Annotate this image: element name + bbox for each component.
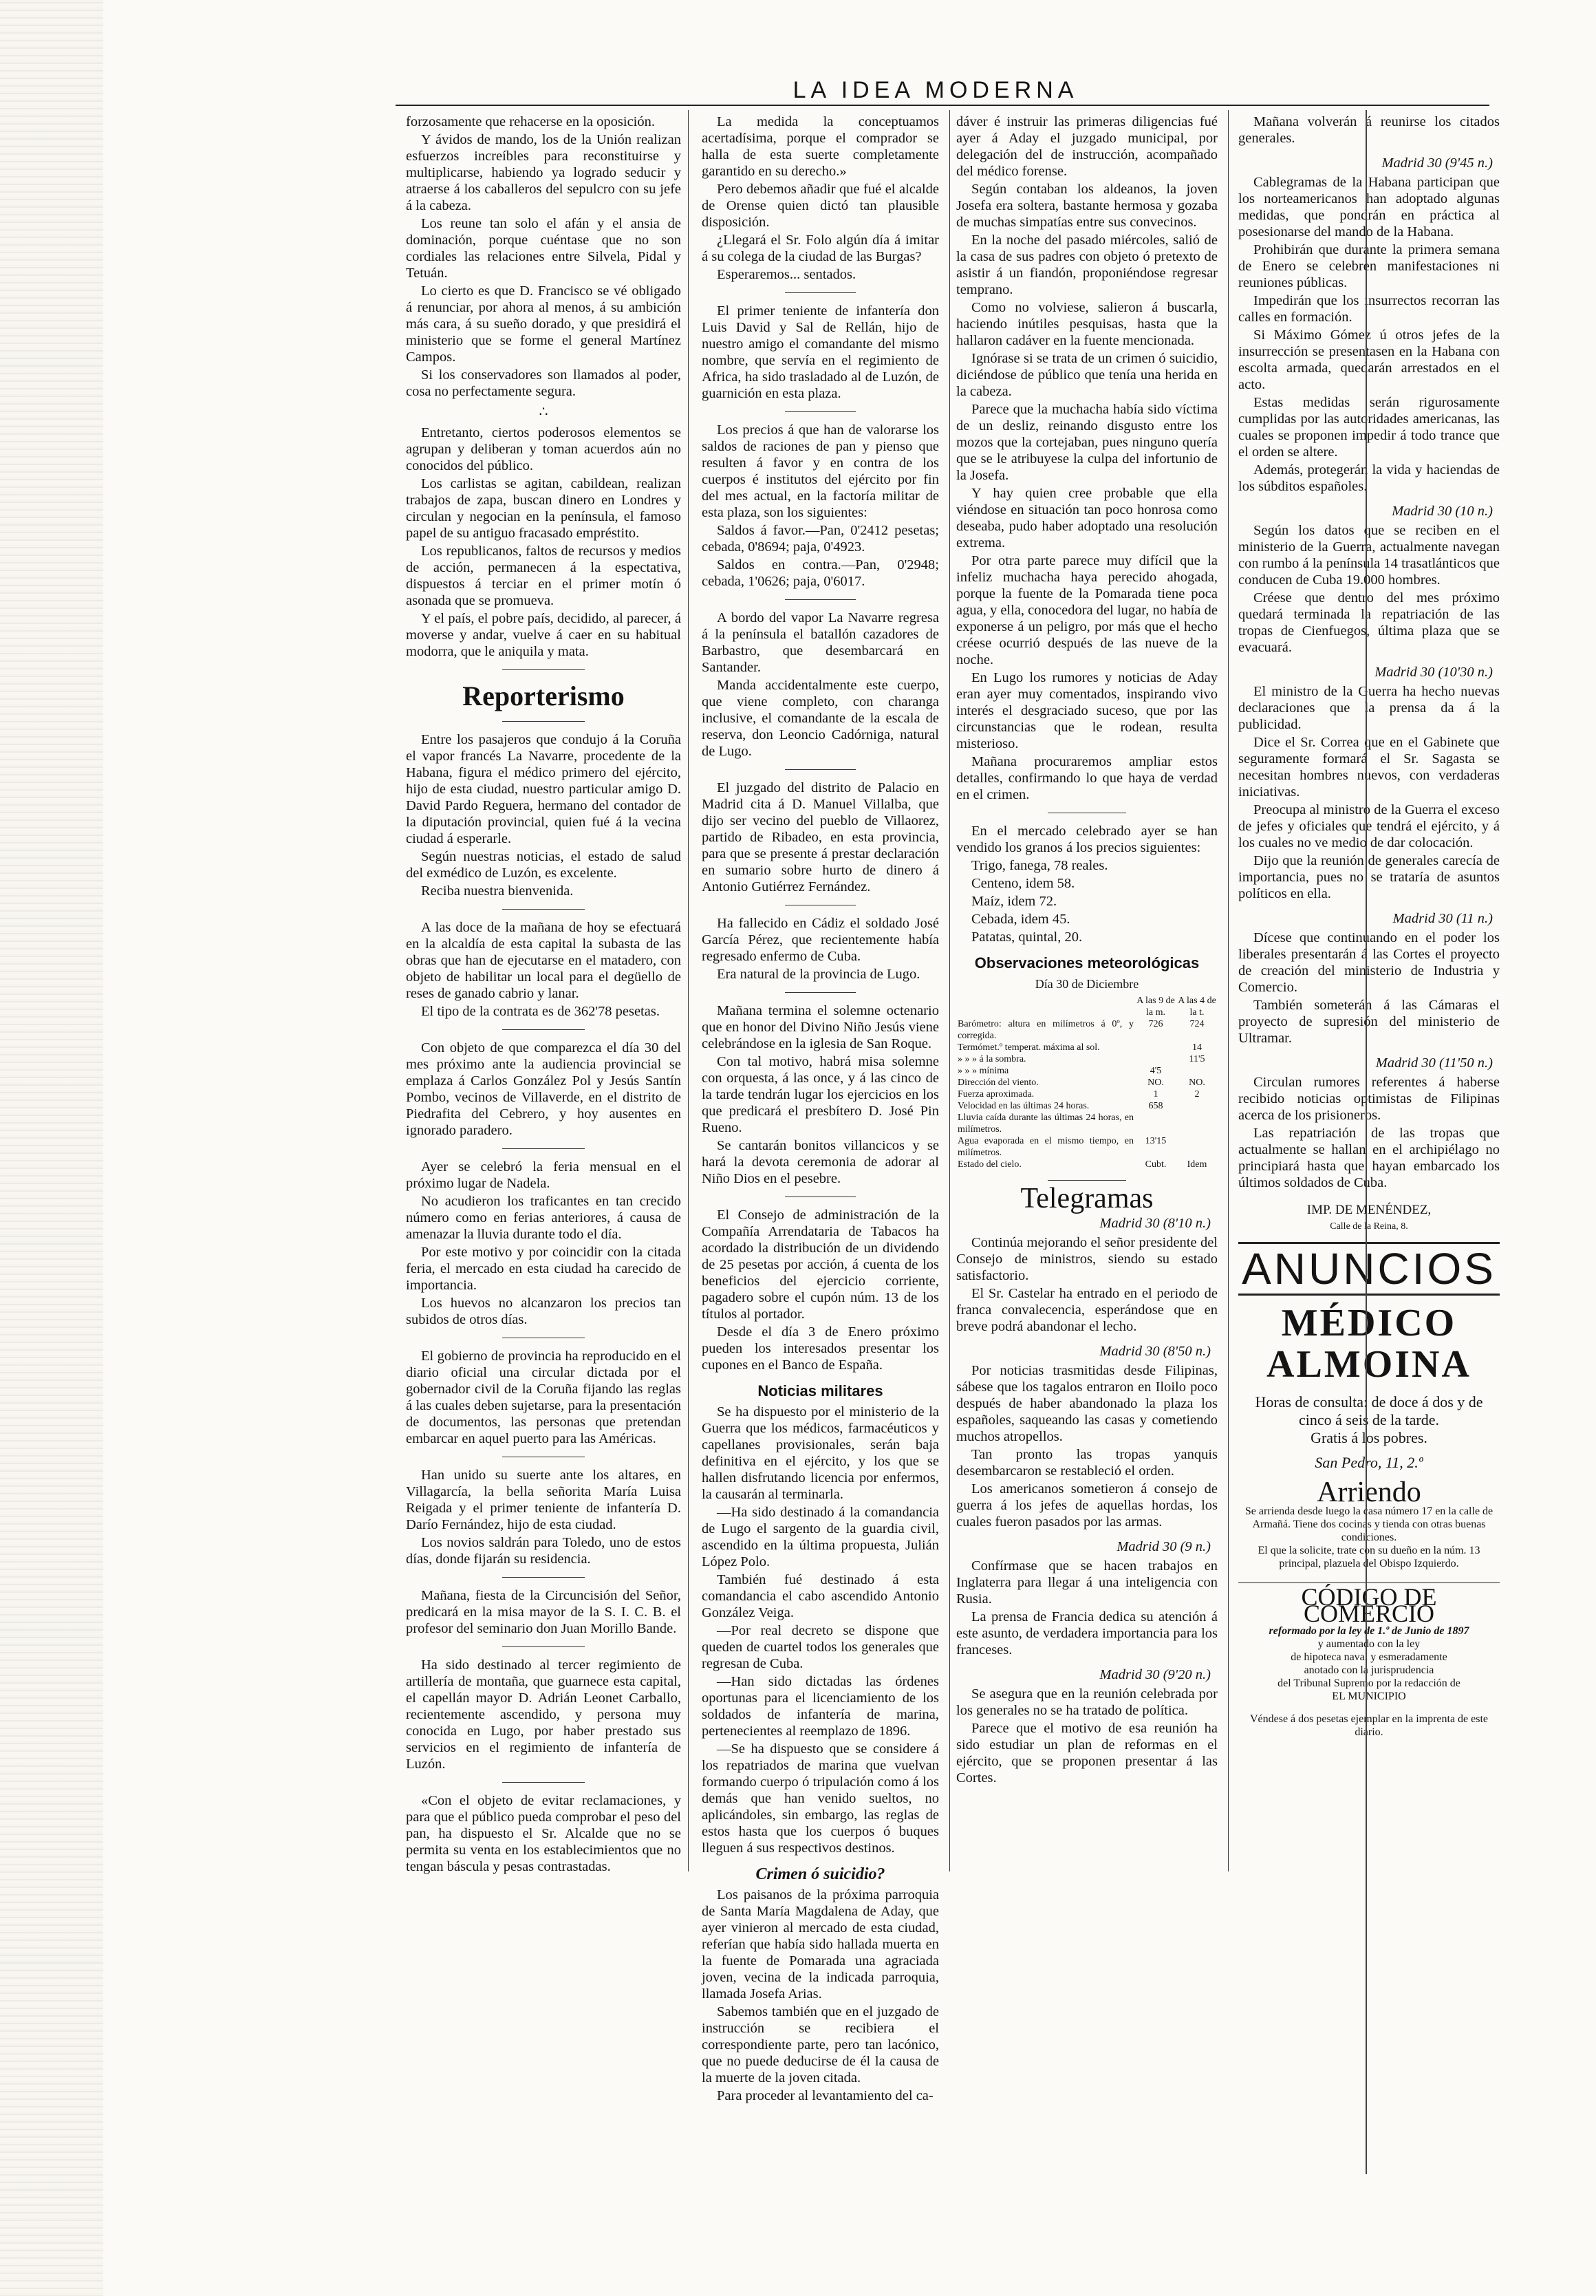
table-cell: 726 xyxy=(1148,1019,1163,1029)
table-header: A las 4 de la t. xyxy=(1178,996,1216,1018)
paragraph: Los huevos no alcanzaron los precios tan subidos de otros días. xyxy=(406,1296,681,1327)
ads-heading: ANUNCIOS xyxy=(1238,1242,1500,1296)
table-cell: 4'5 xyxy=(1150,1066,1162,1076)
obs-date: Día 30 de Diciembre xyxy=(1035,977,1139,991)
paragraph: Ha fallecido en Cádiz el soldado José García Pérez, que recientemente había regresado enfermo de Cuba. xyxy=(702,916,939,964)
section-heading: Reporterismo xyxy=(462,680,625,711)
ad-address: San Pedro, 11, 2.º xyxy=(1315,1454,1423,1471)
paragraph: El juzgado del distrito de Palacio en Madrid cita á D. Manuel Villalba, que dijo ser vecino del pueblo de Villaorez, partido de Ribadeo, en esta provincia, para que se presente á prestar declaración en sumario sobre hurto de dinero á Antonio Gutiérrez Fernández. xyxy=(702,780,939,894)
table-cell: 658 xyxy=(1148,1101,1163,1111)
column-divider xyxy=(949,110,950,1871)
paragraph: Los novios saldrán para Toledo, uno de estos días, donde fijarán su residencia. xyxy=(406,1535,681,1567)
printer-name: IMP. DE MENÉNDEZ, xyxy=(1306,1203,1432,1217)
table-row xyxy=(956,1088,1218,1100)
dateline: Madrid 30 (9'20 n.) xyxy=(1099,1667,1211,1682)
paragraph: Parece que la muchacha había sido víctima de un desliz, reinando disgusto entre los mozos que la cortejaban, pues ninguno quería que se le atribuyese la culpa del infortunio de la Josefa. xyxy=(956,402,1218,483)
table-cell: 14 xyxy=(1192,1042,1202,1053)
paragraph: Era natural de la provincia de Lugo. xyxy=(717,967,920,982)
paragraph: Dícese que continuando en el poder los liberales presentarán á las Cortes el proyecto de creación del ministerio de Industria y Comercio. xyxy=(1238,930,1500,995)
separator xyxy=(502,1646,585,1647)
table-row xyxy=(956,1053,1218,1065)
price-line: Trigo, fanega, 78 reales. xyxy=(971,858,1108,873)
paragraph: Como no volviese, salieron á buscarla, haciendo inútiles pesquisas, hasta que la hallaron cadáver en la fuente mencionada. xyxy=(956,300,1218,348)
paragraph: Confírmase que se hacen trabajos en Inglaterra para llegar á una inteligencia con Rusia. xyxy=(956,1558,1218,1607)
column-2 xyxy=(702,114,939,2103)
paragraph: Esperaremos... sentados. xyxy=(717,267,856,282)
dateline: Madrid 30 (10 n.) xyxy=(1392,504,1493,519)
paragraph: Con tal motivo, habrá misa solemne con orquesta, á las once, y á las cinco de la tarde tendrán lugar los ejercicios en los que predicará el presbítero D. José Pin Rueno. xyxy=(702,1054,939,1135)
paragraph: Con objeto de que comparezca el día 30 del mes próximo ante la audiencia provincial se emplaza á Carlos González Pol y Jesús Santín Pombo, vecinos de Villaverde, en el distrito de Piedrafita del Cebrero, y hoy ausentes en ignorado paradero. xyxy=(406,1040,681,1138)
separator xyxy=(502,1577,585,1578)
paragraph: Según los datos que se reciben en el ministerio de la Guerra, actualmente navegan con rumbo á la península 14 trasatlánticos que conducen de Cuba 19.000 hombres. xyxy=(1238,523,1500,588)
separator xyxy=(1048,1180,1126,1181)
ad-text: EL MUNICIPIO xyxy=(1332,1691,1406,1702)
paragraph: Si Máximo Gómez ú otros jefes de la insurrección se presentasen en la Habana con escolta armada, quedarán arrestados en el acto. xyxy=(1238,328,1500,392)
scan-edge xyxy=(0,0,103,2296)
paragraph: En Lugo los rumores y noticias de Aday eran ayer muy comentados, inspirando vivo interés el desgraciado suceso, que por las circunstancias que le rodean, resulta misterioso. xyxy=(956,670,1218,751)
paragraph: Ignórase si se trata de un crimen ó suicidio, diciéndose de público que tenía una herida en la cabeza. xyxy=(956,351,1218,399)
table-cell: Idem xyxy=(1187,1159,1207,1170)
paragraph: Pero debemos añadir que fué el alcalde de Orense quien dictó tan plausible disposición. xyxy=(702,182,939,230)
table-row xyxy=(956,1100,1218,1112)
paragraph: Los republicanos, faltos de recursos y medios de acción, permanecen á la espectativa, dispuestos á terciar en el primer motín ó asonada que se promueva. xyxy=(406,544,681,608)
paragraph: forzosamente que rehacerse en la oposición. xyxy=(406,114,656,129)
ad-text: y aumentado con la ley xyxy=(1317,1638,1421,1650)
paragraph: Según contaban los aldeanos, la joven Josefa era soltera, bastante hermosa y gozaba de muchas simpatías entre sus convecinos. xyxy=(956,182,1218,230)
paragraph: Continúa mejorando el señor presidente del Consejo de ministros, siendo su estado satisfactorio. xyxy=(956,1235,1218,1283)
separator xyxy=(502,721,585,722)
paragraph: Sabemos también que en el juzgado de instrucción se recibiera el correspondiente parte, pero tan lacónico, que no puede deducirse de él la causa de la muerte de la joven citada. xyxy=(702,2004,939,2085)
dateline: Madrid 30 (11 n.) xyxy=(1392,911,1493,926)
fold-line xyxy=(1366,110,1367,2174)
table-header: A las 9 de la m. xyxy=(1136,996,1175,1018)
table-row xyxy=(956,1112,1218,1135)
dateline: Madrid 30 (8'50 n.) xyxy=(1099,1344,1211,1359)
paragraph: No acudieron los traficantes en tan crecido número como en ferias anteriores, á causa de amenazar la lluvia durante todo el día. xyxy=(406,1194,681,1242)
table-cell: 13'15 xyxy=(1145,1136,1167,1146)
table-cell: Agua evaporada en el mismo tiempo, en milímetros. xyxy=(958,1136,1134,1158)
paragraph: La medida la conceptuamos acertadísima, porque el comprador se halla de esta suerte completamente garantido en su derecho.» xyxy=(702,114,939,179)
ad-text: del Tribunal Supremo por la redacción de xyxy=(1277,1677,1460,1689)
section-heading: Telegramas xyxy=(1020,1183,1154,1214)
price-line: Maíz, idem 72. xyxy=(971,894,1057,909)
ad-text: anotado con la jurisprudencia xyxy=(1304,1664,1434,1676)
paragraph: —Se ha dispuesto que se considere á los repatriados de marina que vuelvan formando cuerpo ó tripulación como á los demás que han venido sueltos, no aplicándoles, sin embargo, las reglas de estos hasta que los cuerpos ó buques lleguen á sus respectivos destinos. xyxy=(702,1741,939,1856)
table-cell xyxy=(1176,1100,1218,1112)
paragraph: Dijo que la reunión de generales carecía de importancia, pues no se trataría de asuntos políticos en ella. xyxy=(1238,853,1500,901)
paragraph: Parece que el motivo de esa reunión ha sido estudiar un plan de reformas en el ejército, que se proponen presentar á las Cortes. xyxy=(956,1721,1218,1785)
table-cell: NO. xyxy=(1189,1077,1205,1088)
paragraph: Las repatriación de las tropas que actualmente se hallan en el archipiélago no principiará hasta que hayan embarcado los últimos soldados de Cuba. xyxy=(1238,1126,1500,1190)
table-cell: NO. xyxy=(1147,1077,1164,1088)
separator xyxy=(502,1148,585,1149)
table-row xyxy=(956,1042,1218,1053)
paragraph: Por noticias trasmitidas desde Filipinas, sábese que los tagalos entraron en Iloilo poco después de haber abandonado la plaza los españoles, saqueando las casas y cometiendo muchos atropellos. xyxy=(956,1363,1218,1444)
paragraph: Si los conservadores son llamados al poder, cosa no perfectamente segura. xyxy=(406,367,681,399)
dateline: Madrid 30 (10'30 n.) xyxy=(1374,665,1493,680)
paragraph: El Sr. Castelar ha entrado en el periodo de franca convalecencia, esperándose que en breve podrá abandonar el lecho. xyxy=(956,1286,1218,1334)
paragraph: Los carlistas se agitan, cabildean, realizan trabajos de zapa, buscan dinero en Londres y circulan y negocian en la península, el famoso papel de su antiguo fracasado empréstito. xyxy=(406,476,681,541)
table-row xyxy=(956,1065,1218,1077)
paragraph: Por este motivo y por coincidir con la citada feria, el mercado en esta ciudad ha carecido de importancia. xyxy=(406,1245,681,1293)
column-divider xyxy=(688,110,689,1871)
ad-text: Gratis á los pobres. xyxy=(1311,1429,1427,1446)
paragraph: El tipo de la contrata es de 362'78 pesetas. xyxy=(421,1004,660,1019)
paragraph: Y el país, el pobre país, decidido, al parecer, á moverse y andar, vuelve á caer en su habitual modorra, que le aniquila y mata. xyxy=(406,611,681,659)
paragraph: Manda accidentalmente este cuerpo, que viene completo, con charanga inclusive, el comandante de la escala de reserva, don Leoncio Cadórniga, natural de Lugo. xyxy=(702,678,939,759)
paragraph: Estas medidas serán rigurosamente cumplidas por las autoridades americanas, las cuales se proponen impedir á todo trance que el orden se altere. xyxy=(1238,395,1500,460)
ad-text: Véndese á dos pesetas ejemplar en la imprenta de este diario. xyxy=(1249,1713,1489,1738)
table-cell xyxy=(1135,1112,1176,1135)
section-heading: Observaciones meteorológicas xyxy=(974,954,1200,972)
column-3 xyxy=(956,114,1218,1841)
table-cell: » » » á la sombra. xyxy=(958,1054,1026,1064)
paragraph: Ha sido destinado al tercer regimiento de artillería de montaña, que guarnece esta capital, el capellán mayor D. Adrián Leonet Carballo, recientemente ascendido, y persona muy conocida en Lugo, por haber prestado sus servicios en el regimiento de infantería de Luzón. xyxy=(406,1657,681,1772)
paragraph: Se ha dispuesto por el ministerio de la Guerra que los médicos, farmacéuticos y capellanes provisionales, serán baja definitiva en el ejército, y los que se hallen disfrutando licencia por enfermos, la causarán al terminarla. xyxy=(702,1404,939,1502)
separator xyxy=(785,292,856,293)
table-cell xyxy=(1176,1112,1218,1135)
table-row xyxy=(956,1018,1218,1042)
paragraph: ¿Llegará el Sr. Folo algún día á imitar á su colega de la ciudad de las Burgas? xyxy=(702,233,939,264)
ad-text: de hipoteca naval y esmeradamente xyxy=(1291,1651,1447,1663)
ad-subtitle: reformado por la ley de 1.º de Junio de 1897 xyxy=(1269,1625,1469,1637)
paragraph: —Por real decreto se dispone que queden de cuartel todos los generales que regresan de Cuba. xyxy=(702,1623,939,1671)
paragraph: Cablegramas de la Habana participan que los norteamericanos han adoptado algunas medidas, que pondrán en práctica al posesionarse del mando de la Habana. xyxy=(1238,175,1500,239)
separator xyxy=(502,669,585,670)
paragraph: Lo cierto es que D. Francisco se vé obligado á renunciar, por ahora al menos, á su ambición más cara, á su sueño dorado, y que presidirá el ministerio que se forme el general Martínez Campos. xyxy=(406,283,681,365)
table-row xyxy=(956,1077,1218,1088)
paragraph: Circulan rumores referentes á haberse recibido noticias optimistas de Filipinas acerca de los prisioneros. xyxy=(1238,1075,1500,1123)
ad-text: Se arrienda desde luego la casa número 17 en la calle de Armañá. Tiene dos cocinas y tienda con otras buenas condiciones. xyxy=(1244,1505,1493,1543)
separator xyxy=(502,909,585,910)
dateline: Madrid 30 (11'50 n.) xyxy=(1375,1055,1493,1071)
paragraph: Los reune tan solo el afán y el ansia de dominación, porque cuéntase que no son cordiales las relaciones entre Silvela, Pidal y Tetuán. xyxy=(406,216,681,281)
top-rule xyxy=(396,105,1489,106)
paragraph: Para proceder al levantamiento del ca- xyxy=(717,2088,934,2103)
section-heading: Crimen ó suicidio? xyxy=(755,1865,885,1883)
price-line: Cebada, idem 45. xyxy=(971,912,1070,927)
paragraph: Mañana volverán á reunirse los citados generales. xyxy=(1238,114,1500,146)
separator xyxy=(785,599,856,600)
paragraph: El Consejo de administración de la Compañía Arrendataria de Tabacos ha acordado la distribución de un dividendo de 25 pesetas por acción, á cuenta de los beneficios del ejercicio corriente, pagadero sobre el cupón núm. 13 de los títulos al portador. xyxy=(702,1208,939,1322)
paragraph: A las doce de la mañana de hoy se efectuará en la alcaldía de esta capital la subasta de las obras que han de ejecutarse en el matadero, con objeto de habilitar un local para el degüello de reses de ganado cabrio y lanar. xyxy=(406,920,681,1001)
table-cell xyxy=(1176,1135,1218,1159)
paragraph: En el mercado celebrado ayer se han vendido los granos á los precios siguientes: xyxy=(956,824,1218,855)
column-divider xyxy=(1228,110,1229,1871)
paragraph: El gobierno de provincia ha reproducido en el diario oficial una circular dictada por el gobernador civil de la Coruña fijando las reglas á las cuales deben sujetarse, para la presentación de documentos, las personas que pretendan embarcar en aquel puerto para las Américas. xyxy=(406,1349,681,1446)
paragraph: dáver é instruir las primeras diligencias fué ayer á Aday el juzgado municipal, por delegación del de instrucción, acompañado del médico forense. xyxy=(956,114,1218,179)
paragraph: Mañana termina el solemne octenario que en honor del Divino Niño Jesús viene celebrándose en la iglesia de San Roque. xyxy=(702,1003,939,1051)
printer-address: Calle de la Reina, 8. xyxy=(1330,1221,1408,1232)
dateline: Madrid 30 (9 n.) xyxy=(1117,1539,1211,1554)
ornament: ∴ xyxy=(539,405,548,420)
table-row xyxy=(956,995,1218,1018)
paragraph: Entre los pasajeros que condujo á la Coruña el vapor francés La Navarre, procedente de la Habana, figura el médico primero del ejército, hijo de esta ciudad, nuestro particular amigo D. David Pardo Reguera, hermano del contador de la diputación provincial, quien fué á la vecina ciudad á esperarle. xyxy=(406,732,681,846)
price-line: Centeno, idem 58. xyxy=(971,876,1075,891)
paragraph: Mañana, fiesta de la Circuncisión del Señor, predicará en la misa mayor de la S. I. C. B. el profesor del seminario don Juan Morillo Bande. xyxy=(406,1588,681,1636)
paragraph: Prohibirán que durante la primera semana de Enero se celebren manifestaciones ni reuniones públicas. xyxy=(1238,242,1500,290)
paragraph: «Con el objeto de evitar reclamaciones, y para que el público pueda comprobar el peso del pan, ha dispuesto el Sr. Alcalde que no se permita su venta en los establecimientos que no tengan báscula y pesas contrastadas. xyxy=(406,1793,681,1874)
masthead: LA IDEA MODERNA xyxy=(792,77,1079,103)
paragraph: Según nuestras noticias, el estado de salud del exmédico de Luzón, es excelente. xyxy=(406,849,681,881)
paragraph: Dice el Sr. Correa que en el Gabinete que seguramente formará el Sr. Sagasta se necesitan hombres nuevos, con verdaderas iniciativas. xyxy=(1238,735,1500,800)
paragraph: —Ha sido destinado á la comandancia de Lugo el sargento de la guardia civil, ascendido en la última propuesta, Julián López Polo. xyxy=(702,1505,939,1569)
table-row xyxy=(956,1135,1218,1159)
table-cell xyxy=(1135,1042,1176,1053)
ad-title: Arriendo xyxy=(1317,1477,1421,1508)
table-cell: Velocidad en las últimas 24 horas. xyxy=(958,1101,1090,1111)
paragraph: Los precios á que han de valorarse los saldos de raciones de pan y pienso que resulten á favor y en contra de los cuerpos é institutos del ejército por fin del mes actual, en la factoría militar de esta plaza, son los siguientes: xyxy=(702,422,939,520)
table-cell: Fuerza aproximada. xyxy=(958,1089,1035,1099)
paragraph: Entretanto, ciertos poderosos elementos se agrupan y deliberan y toman acuerdos aún no conocidos del público. xyxy=(406,425,681,473)
paragraph: Se asegura que en la reunión celebrada por los generales no se ha tratado de política. xyxy=(956,1686,1218,1718)
table-cell xyxy=(1135,1053,1176,1065)
paragraph: Tan pronto las tropas yanquis desembarcaron se restableció el orden. xyxy=(956,1447,1218,1479)
paragraph: Por otra parte parece muy difícil que la infeliz muchacha haya perecido ahogada, porque la fuente de la Pomarada tiene poca agua, y ella, conocedora del lugar, no había de exponerse á un peligro, por más que el hecho créese ocurrió después de las nueve de la noche. xyxy=(956,553,1218,667)
table-cell: 2 xyxy=(1194,1089,1200,1099)
printer-imprint xyxy=(1238,1202,1500,1235)
column-1 xyxy=(406,114,681,1874)
paragraph: Y hay quien cree probable que ella viéndose en situación tan poco honrosa como deseaba, pudo haber adoptado una resolución extrema. xyxy=(956,486,1218,550)
paragraph: Mañana procuraremos ampliar estos detalles, confirmando lo que haya de verdad en el crimen. xyxy=(956,754,1218,802)
separator xyxy=(785,769,856,770)
paragraph: Los paisanos de la próxima parroquia de Santa María Magdalena de Aday, que ayer vinieron al mercado de esta ciudad, referían que había sido hallada muerta en la fuente de Pomarada una agraciada joven, vecina de la indicada parroquia, llamada Josefa Arias. xyxy=(702,1887,939,2002)
table-cell: » » » mínima xyxy=(958,1066,1009,1076)
separator xyxy=(785,992,856,993)
paragraph: También someterán á las Cámaras el proyecto de supresión del ministerio de Ultramar. xyxy=(1238,998,1500,1046)
weather-table xyxy=(956,995,1218,1170)
ad-text: El que la solicite, trate con su dueño en la núm. 13 principal, plazuela del Obispo Izquierdo. xyxy=(1258,1545,1480,1569)
table-cell: 724 xyxy=(1189,1019,1205,1029)
ad-title: CÓDIGO DE COMERCIO xyxy=(1238,1582,1500,1622)
table-cell: Cubt. xyxy=(1145,1159,1167,1170)
paragraph: En la noche del pasado miércoles, salió de la casa de sus padres con objeto ó pretexto de asistir á un fiandón, proponiéndose regresar temprano. xyxy=(956,233,1218,297)
paragraph: Además, protegerán la vida y haciendas de los súbditos españoles. xyxy=(1238,462,1500,494)
paragraph: —Han sido dictadas las órdenes oportunas para el licenciamiento de los soldados de infantería de marina, pertenecientes al reemplazo de 1896. xyxy=(702,1674,939,1739)
column-4 xyxy=(1238,114,1500,1841)
ad-text: Horas de consulta: de doce á dos y de cinco á seis de la tarde. xyxy=(1255,1393,1483,1428)
price-line: Patatas, quintal, 20. xyxy=(971,930,1083,945)
separator xyxy=(502,1782,585,1783)
paragraph: Han unido su suerte ante los altares, en Villagarcía, la bella señorita María Luisa Reigada y el primer teniente de infantería D. Darío Fernández, hijo de esta ciudad. xyxy=(406,1468,681,1532)
table-row xyxy=(956,1159,1218,1170)
table-cell: 1 xyxy=(1153,1089,1158,1099)
paragraph: Y ávidos de mando, los de la Unión realizan esfuerzos increíbles para reconstituirse y multiplicarse, habiendo ya logrado seducir y atraerse á los caballeros del sepulcro con su jefe á la cabeza. xyxy=(406,132,681,213)
paragraph: Los americanos sometieron á consejo de guerra á los jefes de aquellas hordas, los cuales fueron pasados por las armas. xyxy=(956,1481,1218,1530)
paragraph: También fué destinado á esta comandancia el cabo ascendido Antonio González Veiga. xyxy=(702,1572,939,1620)
paragraph: Saldos á favor.—Pan, 0'2412 pesetas; cebada, 0'8694; paja, 0'4923. xyxy=(702,523,939,555)
dateline: Madrid 30 (8'10 n.) xyxy=(1099,1216,1211,1231)
paragraph: Ayer se celebró la feria mensual en el próximo lugar de Nadela. xyxy=(406,1159,681,1191)
paragraph: Se cantarán bonitos villancicos y se hará la devota ceremonia de adorar al Niño Dios en el pesebre. xyxy=(702,1138,939,1186)
separator xyxy=(785,411,856,412)
dateline: Madrid 30 (9'45 n.) xyxy=(1381,155,1493,171)
paragraph: El ministro de la Guerra ha hecho nuevas declaraciones que la prensa da á la publicidad. xyxy=(1238,684,1500,732)
table-cell xyxy=(1176,1065,1218,1077)
table-cell: Barómetro: altura en milímetros á 0º, y corregida. xyxy=(958,1019,1134,1041)
ad-title: MÉDICO ALMOINA xyxy=(1266,1302,1471,1386)
table-cell: Dirección del viento. xyxy=(958,1077,1039,1088)
table-cell xyxy=(956,995,1135,1018)
table-cell: 11'5 xyxy=(1189,1054,1205,1064)
paragraph: Desde el día 3 de Enero próximo pueden los interesados presentar los cupones en el Banco de España. xyxy=(702,1324,939,1373)
paragraph: Reciba nuestra bienvenida. xyxy=(421,883,574,899)
paragraph: El primer teniente de infantería don Luis David y Sal de Rellán, hijo de nuestro amigo el comandante del mismo nombre, que servía en el regimiento de Africa, ha sido trasladado al de Luzón, de guarnición en esta plaza. xyxy=(702,303,939,401)
paragraph: Preocupa al ministro de la Guerra el exceso de jefes y oficiales que tendrá el ejército, y á los cuales no ve medio de dar colocación. xyxy=(1238,802,1500,850)
section-heading: Noticias militares xyxy=(757,1382,883,1399)
paragraph: Créese que dentro del mes próximo quedará terminada la repatriación de las tropas de Cienfuegos, última plaza que se evacuará. xyxy=(1238,590,1500,655)
table-cell: Lluvia caída durante las últimas 24 horas, en milímetros. xyxy=(958,1113,1134,1135)
paragraph: La prensa de Francia dedica su atención á este asunto, de verdadera importancia para los franceses. xyxy=(956,1609,1218,1657)
table-cell: Termómet.º temperat. máxima al sol. xyxy=(958,1042,1100,1053)
paragraph: Impedirán que los insurrectos recorran las calles en formación. xyxy=(1238,293,1500,325)
paragraph: A bordo del vapor La Navarre regresa á la península el batallón cazadores de Barbastro, que desembarcará en Santander. xyxy=(702,610,939,675)
paragraph: Saldos en contra.—Pan, 0'2948; cebada, 1'0626; paja, 0'6017. xyxy=(702,557,939,589)
separator xyxy=(502,1029,585,1030)
table-cell: Estado del cielo. xyxy=(958,1159,1022,1170)
